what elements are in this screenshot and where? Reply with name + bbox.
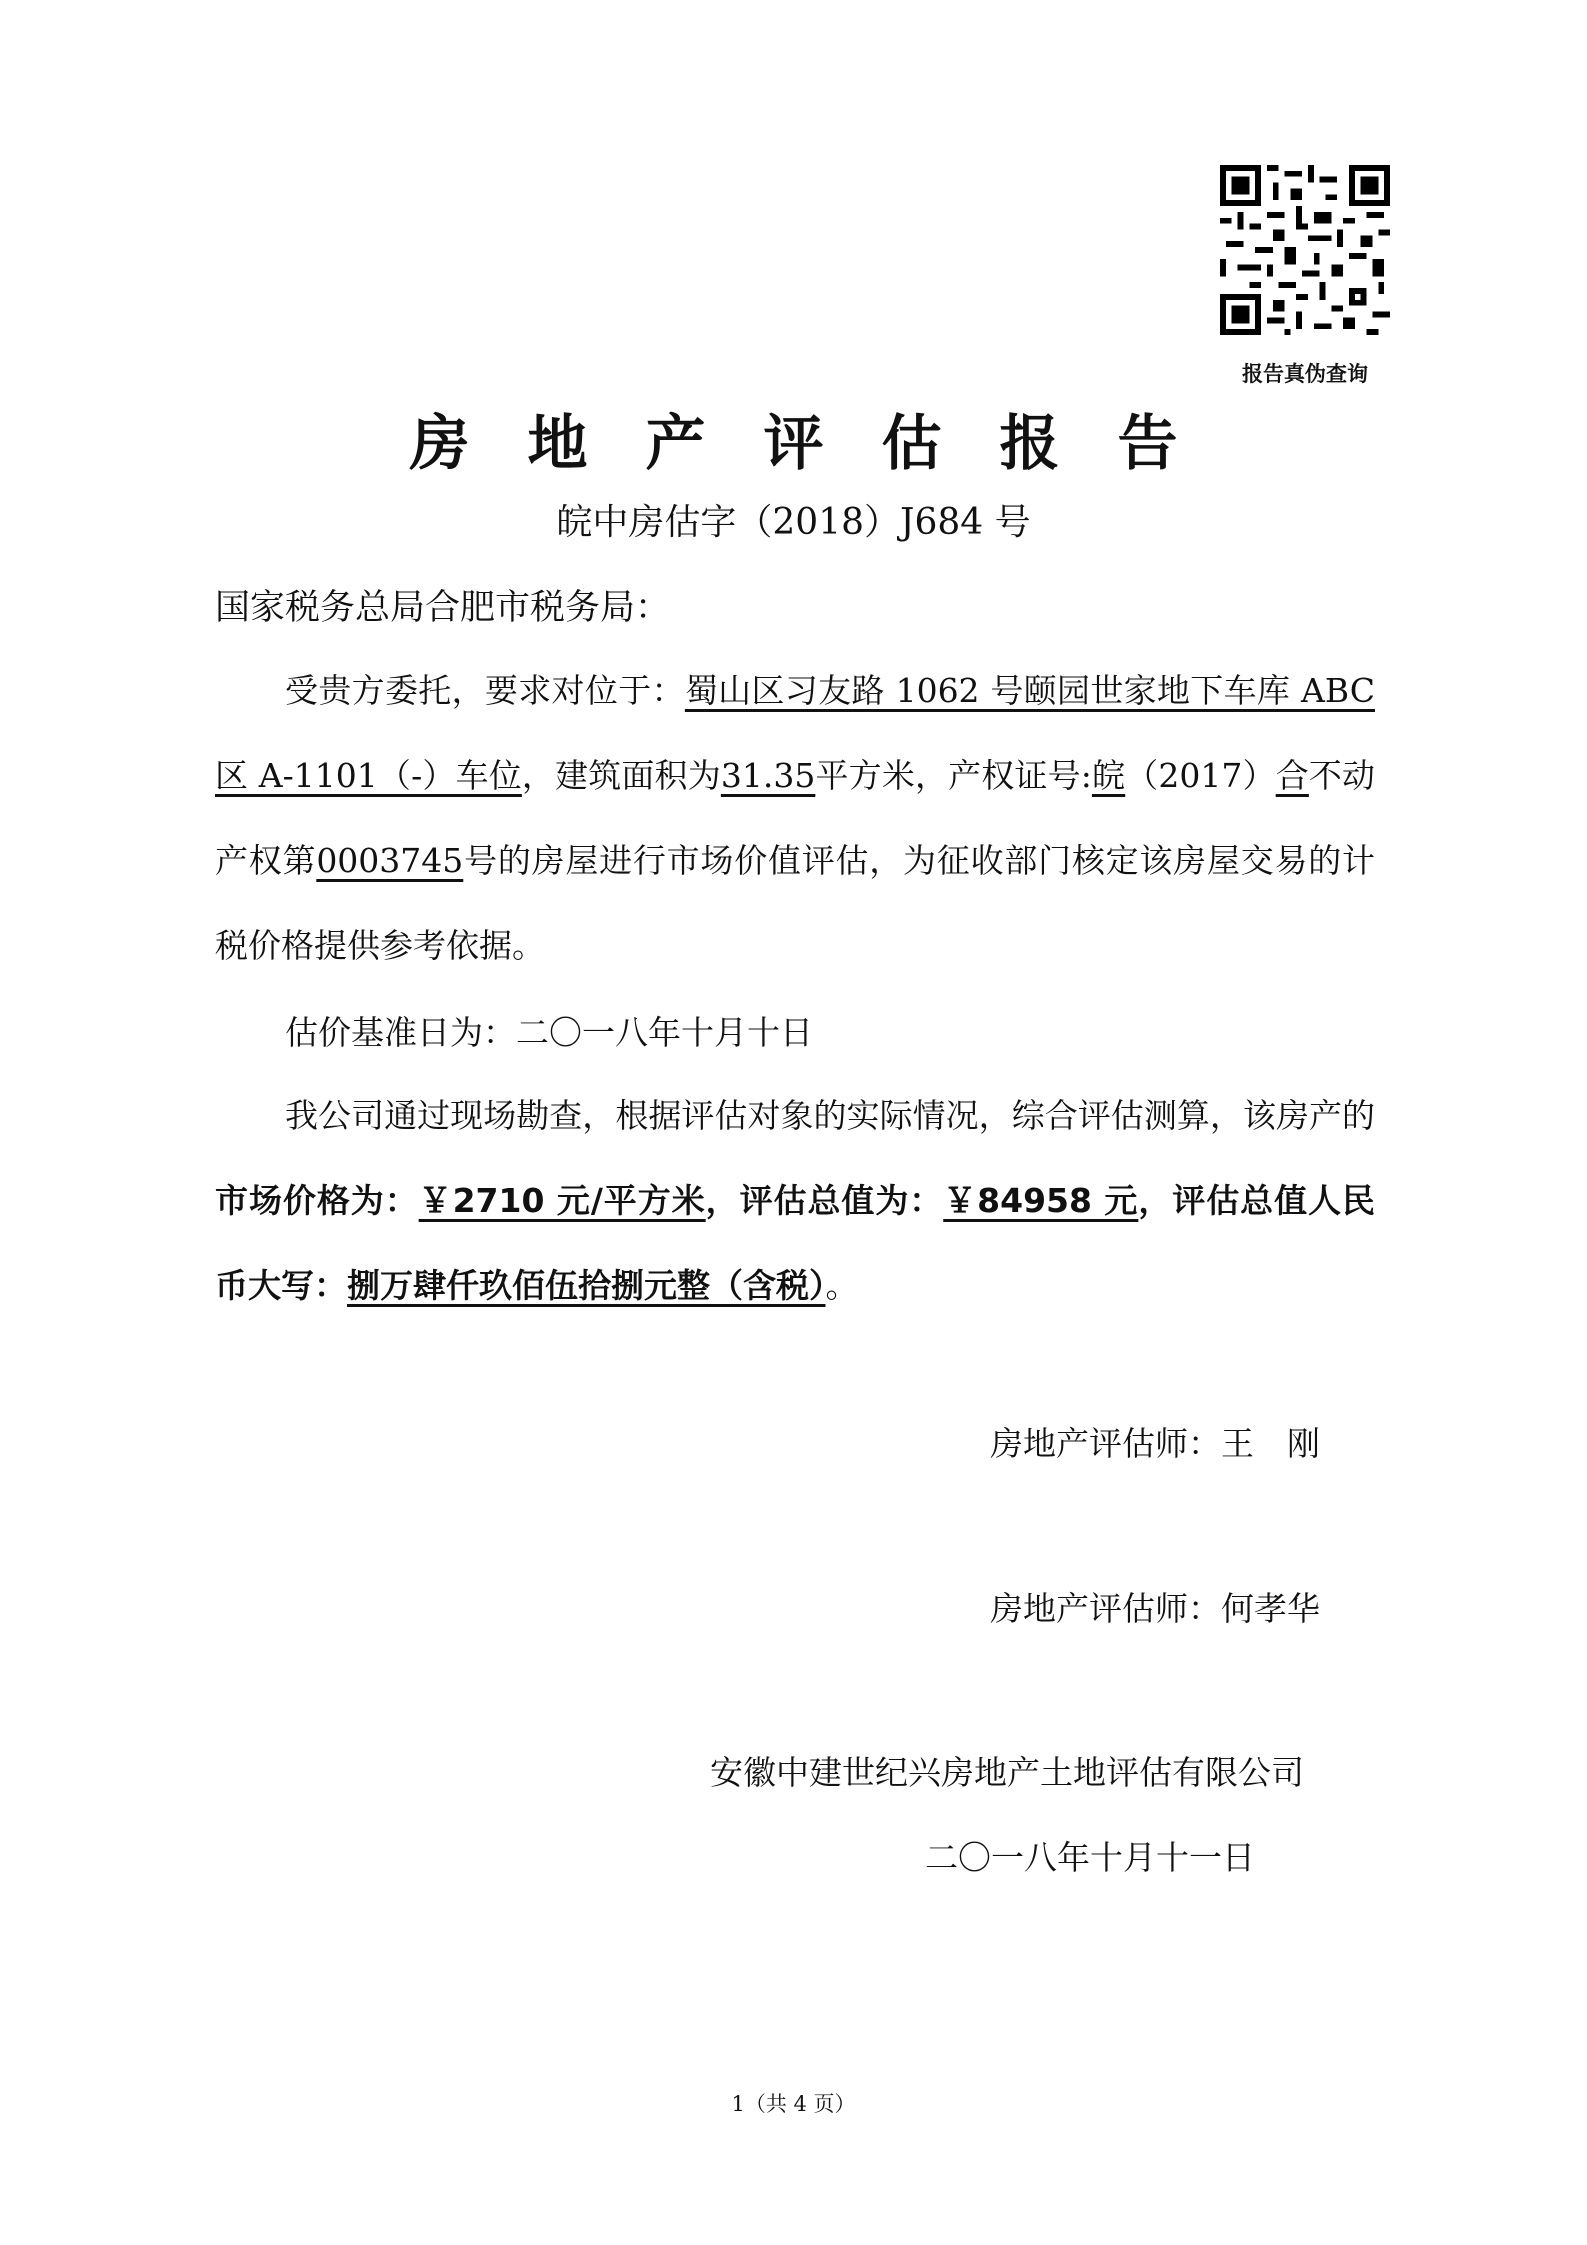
p3-text: 我公司通过现场勘查，根据评估对象的实际情况，综合评估测算，该房产的 [285, 1096, 1375, 1135]
page-title: 房地产评估报告 [409, 409, 1236, 479]
p1-text: （2017） [1125, 756, 1276, 795]
cert-number: 0003745 [316, 841, 464, 880]
cert-city: 合 [1275, 756, 1309, 795]
company-name: 安徽中建世纪兴房地产土地评估有限公司 [710, 1753, 1304, 1792]
qr-code-icon [1220, 165, 1390, 335]
property-address: 蜀山区习友路 1062 号颐园世家地下车库 ABC 区 A-1101（-）车位 [215, 671, 1375, 795]
appraiser-2: 房地产评估师：何孝华 [990, 1589, 1320, 1628]
unit-price: ￥2710 元/平方米 [418, 1181, 706, 1220]
valuation-result-paragraph [215, 1073, 1375, 1328]
p3-text: 。 [825, 1266, 859, 1305]
total-value-words: 捌万肆仟玖佰伍拾捌元整（含税） [347, 1266, 826, 1305]
cert-prefix: 皖 [1091, 756, 1126, 795]
p1-text: 不动产权第 [215, 756, 1376, 880]
page-footer: 1（共 4 页） [731, 2092, 856, 2116]
p1-text: ，建筑面积为 [521, 756, 721, 795]
sign-date: 二〇一八年十月十一日 [925, 1838, 1255, 1877]
valuation-date-paragraph: 估价基准日为：二〇一八年十月十日 [285, 1013, 813, 1052]
p1-text: 平方米，产权证号: [815, 756, 1092, 795]
building-area: 31.35 [720, 756, 816, 795]
qr-caption: 报告真伪查询 [1242, 362, 1368, 386]
entrustment-paragraph [215, 648, 1375, 988]
p3-bold-text: ，评估总值人民币大写： [215, 1181, 1376, 1305]
p3-bold-text: ，评估总值为： [705, 1181, 944, 1220]
p1-text: 受贵方委托，要求对位于： [285, 671, 685, 710]
total-value: ￥84958 元 [943, 1181, 1139, 1220]
p1-text: 号的房屋进行市场价值评估，为征收部门核定该房屋交易的计税价格提供参考依据。 [215, 841, 1376, 965]
p3-bold-text: 市场价格为： [215, 1181, 419, 1220]
addressee: 国家税务总局合肥市税务局： [215, 588, 671, 628]
appraiser-1: 房地产评估师：王 刚 [990, 1424, 1320, 1463]
document-number: 皖中房估字（2018）J684 号 [556, 502, 1031, 543]
